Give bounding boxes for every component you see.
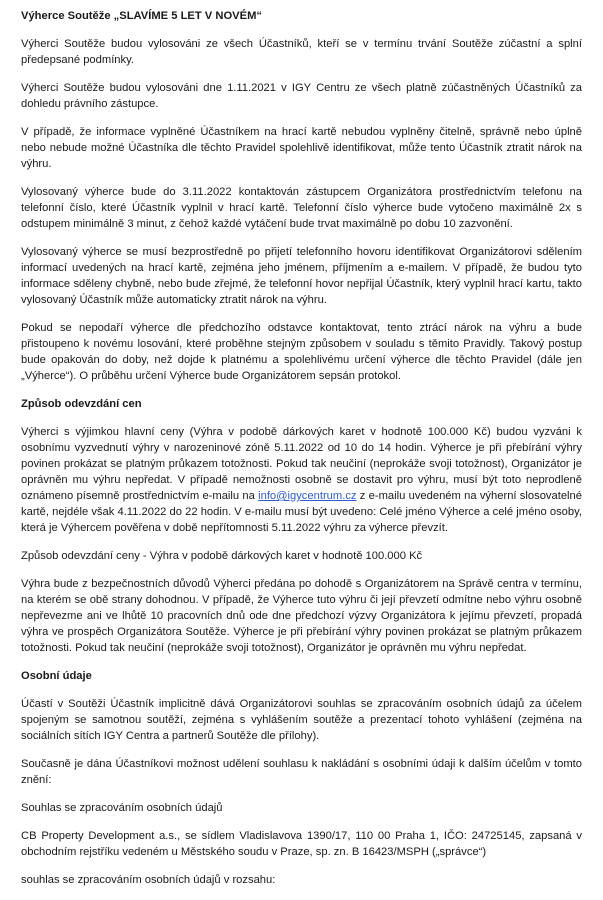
document-page bbox=[21, 8, 582, 900]
paragraph-consent-implicit: Účastí v Soutěži Účastník implicitně dává Organizátorovi souhlas se zpracováním osobních údajů za účelem spojeným se samotnou soutěží, zejména s vyhlášením soutěže a prezentací tohoto vyhlášení (zejména na sociálních sítích IGY Centra a partnerů Soutěže dle přílohy). bbox=[21, 698, 582, 742]
paragraph-contact: Vylosovaný výherce bude do 3.11.2022 kontaktován zástupcem Organizátora prostřednictvím telefonu na telefonní číslo, které Účastník vyplnil v hrací kartě. Telefonní číslo výherce bude vytočeno maximálně 2x s odstupem minimálně 3 minut, z čehož každé vytáčení bude trvat maximálně po dobu 10 zazvonění. bbox=[21, 186, 582, 230]
pickup-text-end: z e-mailu uvedeném na výherní slosovatelné kartě, nejdéle však 4.11.2022 do 22 hodin. V e-mailu musí být uvedeno: Celé jméno Výherce a celé jméno osoby, která je Výhercem pověřena v době nepřítomnosti 5.11.2022 výhru za výherce převzít. bbox=[21, 490, 582, 534]
paragraph-draw: Výherci Soutěže budou vylosováni ze všech Účastníků, kteří se v termínu trvání Soutěže zúčastní a splní předepsané podmínky. bbox=[21, 38, 582, 66]
section-heading-delivery: Způsob odevzdání cen bbox=[21, 398, 142, 410]
paragraph-main-prize-title: Způsob odevzdání ceny - Výhra v podobě dárkových karet v hodnotě 100.000 Kč bbox=[21, 550, 423, 562]
pickup-text-start: Výherci s výjimkou hlavní ceny (Výhra v podobě dárkových karet v hodnotě 100.000 Kč) budou vyzváni k osobnímu vyzvednutí výhry v narozeninové zóně 5.11.2022 od 10 do 14 hodin. Výherce je při přebírání výhry povinen prokázat se platným průkazem totožnosti. Pokud tak neučiní (neprokáže svoji totožnost), Organizátor je oprávněn mu výhru nepředat. V případě nemožnosti osobně se dostavit pro výhru, musí být toto neprodleně oznámeno písemně prostřednictvím e-mailu na bbox=[21, 426, 582, 502]
paragraph-consent-option: Současně je dána Účastníkovi možnost udělení souhlasu k nakládání s osobními údaji k dalším účelům v tomto znění: bbox=[21, 758, 582, 786]
paragraph-consent-title: Souhlas se zpracováním osobních údajů bbox=[21, 802, 223, 814]
paragraph-identification: Vylosovaný výherce se musí bezprostředně po přijetí telefonního hovoru identifikovat Organizátorovi sdělením informací uvedených na hrací kartě, zejména jeho jménem, příjmením a e-mailem. V případě, že budou tyto informace sděleny chybně, nebo bude zřejmé, že telefonní hovor nepřijal Účastník, který vyplnil hrací kartu, takto vylosovaný Účastník může automaticky ztratit nárok na výhru. bbox=[21, 246, 582, 306]
email-link[interactable]: info@igycentrum.cz bbox=[258, 490, 357, 502]
section-heading-winner: Výherce Soutěže „SLAVÍME 5 LET V NOVÉM“ bbox=[21, 10, 263, 22]
paragraph-consent-scope: souhlas se zpracováním osobních údajů v rozsahu: bbox=[21, 874, 276, 886]
paragraph-pickup bbox=[21, 424, 582, 536]
paragraph-redraw: Pokud se nepodaří výherce dle předchozího odstavce kontaktovat, tento ztrácí nárok na výhru a bude přistoupeno k novému losování, které proběhne stejným způsobem v souladu s těmito Pravidly. Takový postup bude opakován do doby, než dojde k platnému a spolehlivému určení výherce dle těchto Pravidel (dále jen „Výherce“). O průběhu určení Výherce bude Organizátorem sepsán protokol. bbox=[21, 322, 582, 382]
paragraph-draw-date: Výherci Soutěže budou vylosováni dne 1.11.2021 v IGY Centru ze všech platně zúčastněných Účastníků za dohledu právního zástupce. bbox=[21, 82, 582, 110]
paragraph-illegible-info: V případě, že informace vyplněné Účastníkem na hrací kartě nebudou vyplněny čitelně, správně nebo úplně nebo nebude možné Účastníka dle těchto Pravidel spolehlivě identifikovat, může tento Účastník ztratit nárok na výhru. bbox=[21, 126, 582, 170]
paragraph-controller: CB Property Development a.s., se sídlem Vladislavova 1390/17, 110 00 Praha 1, IČO: 24725145, zapsaná v obchodním rejstříku vedeném u Městského soudu v Praze, sp. zn. B 16423/MSPH („správce“) bbox=[21, 830, 582, 858]
section-heading-personal-data: Osobní údaje bbox=[21, 670, 92, 682]
paragraph-main-prize: Výhra bude z bezpečnostních důvodů Výherci předána po dohodě s Organizátorem na Správě centra v termínu, na kterém se obě strany dohodnou. V případě, že Výherce tuto výhru či její převzetí odmítne nebo výhru osobně nepřevezme ani ve lhůtě 10 pracovních dnů ode dne předchozí výzvy Organizátora k jejímu převzetí, propadá výhra ve prospěch Organizátora Soutěže. Výherce je při přebírání výhry povinen prokázat se platným průkazem totožnosti. Pokud tak neučiní (neprokáže svoji totožnost), Organizátor je oprávněn mu výhru nepředat. bbox=[21, 578, 582, 654]
